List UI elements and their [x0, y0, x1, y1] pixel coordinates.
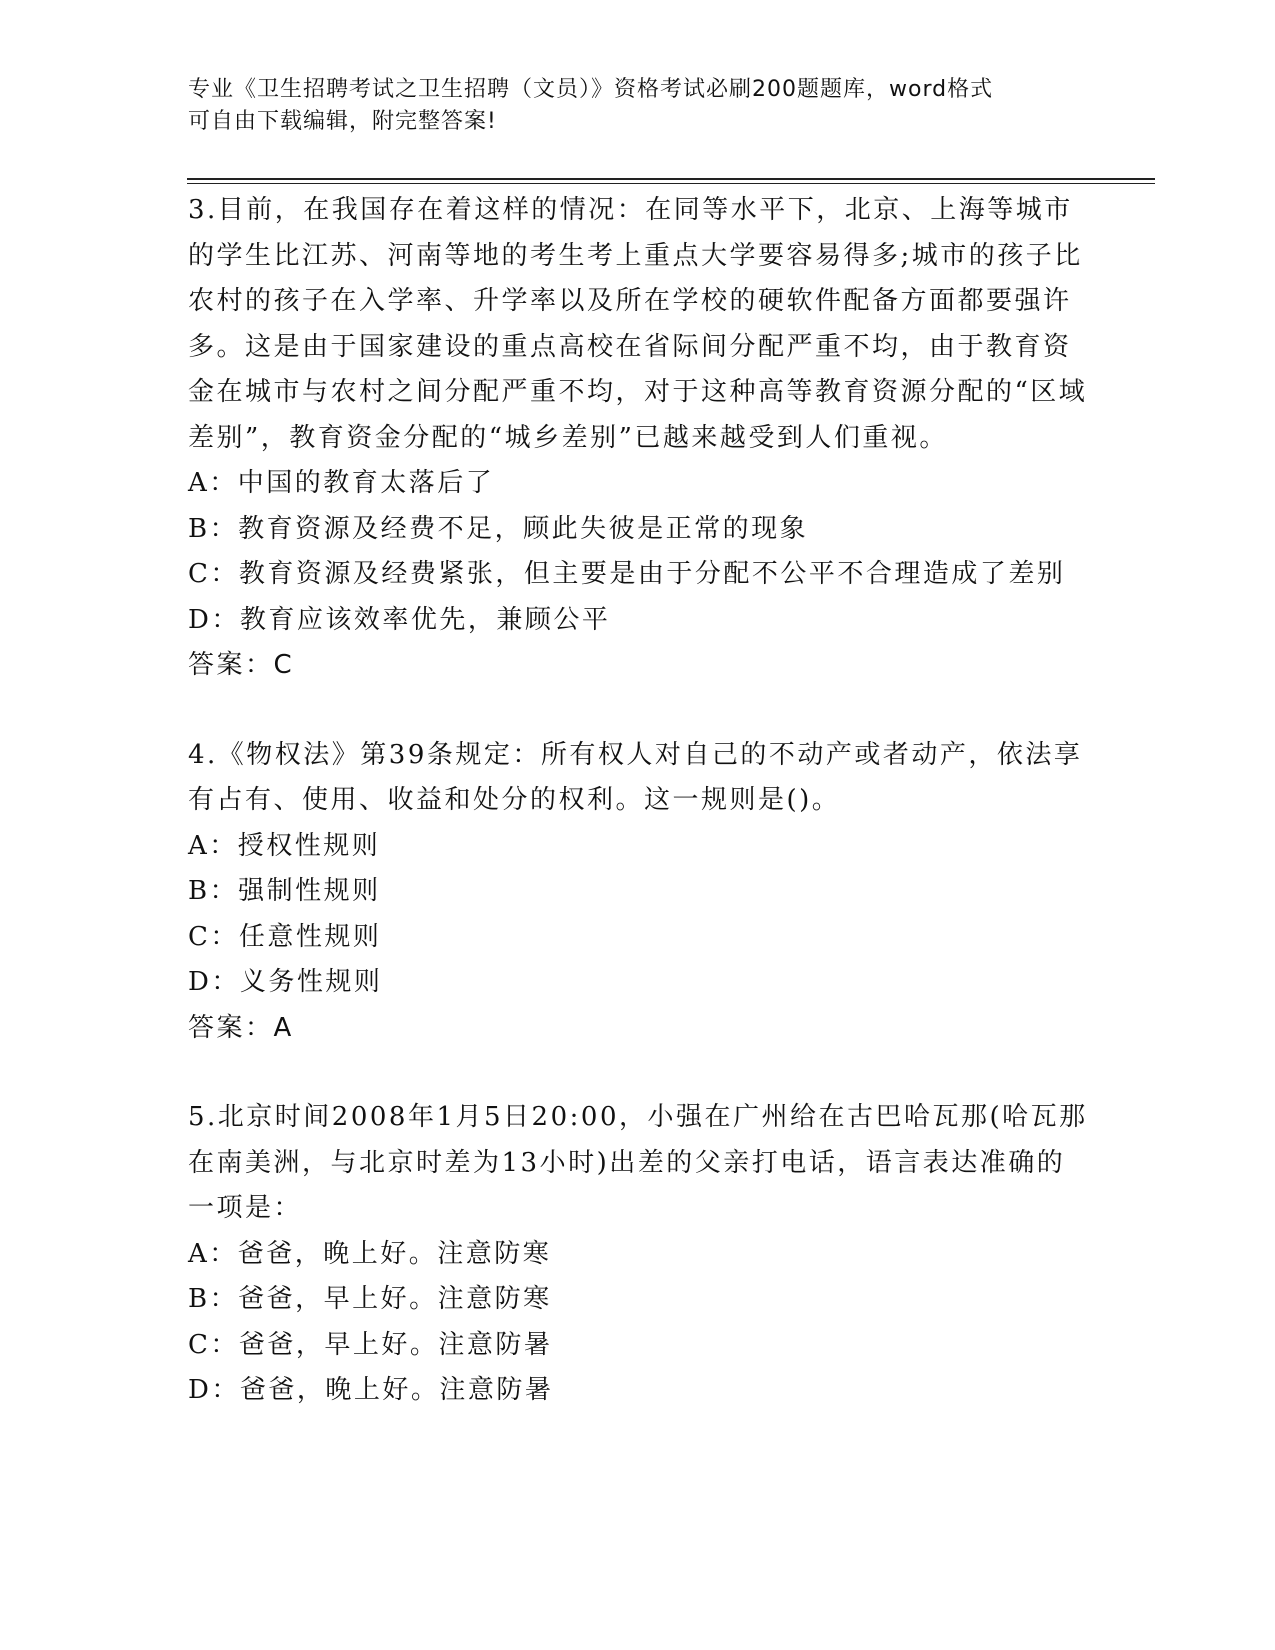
option-d: D：教育应该效率优先，兼顾公平	[188, 604, 611, 635]
question-text: 4.《物权法》第39条规定：所有权人对自己的不动产或者动产，依法享有占有、使用、收益和处分的权利。这一规则是()。	[188, 739, 1083, 815]
question-3	[188, 188, 1088, 689]
option-a: A：爸爸，晚上好。注意防寒	[188, 1238, 552, 1269]
option-c: C：教育资源及经费紧张，但主要是由于分配不公平不合理造成了差别	[188, 559, 1066, 589]
option-b: B：爸爸，早上好。注意防寒	[188, 1284, 552, 1314]
question-4	[188, 733, 1088, 1052]
option-c: C：爸爸，早上好。注意防暑	[188, 1329, 553, 1360]
header-line-2: 可自由下载编辑，附完整答案!	[188, 109, 497, 134]
document-header	[188, 74, 1068, 138]
spacer	[188, 1051, 1088, 1095]
question-text: 5.北京时间2008年1月5日20:00，小强在广州给在古巴哈瓦那(哈瓦那在南美洲，与北京时差为13小时)出差的父亲打电话，语言表达准确的一项是：	[188, 1102, 1088, 1223]
option-c: C：任意性规则	[188, 921, 382, 952]
header-divider	[187, 178, 1155, 184]
question-list	[188, 188, 1088, 1414]
option-d: D：爸爸，晚上好。注意防暑	[188, 1375, 554, 1405]
answer: 答案：A	[188, 1012, 294, 1043]
option-b: B：强制性规则	[188, 876, 381, 906]
spacer	[188, 689, 1088, 733]
question-5	[188, 1095, 1088, 1414]
header-line-1: 专业《卫生招聘考试之卫生招聘（文员）》资格考试必刷200题题库，word格式	[188, 77, 994, 102]
option-b: B：教育资源及经费不足，顾此失彼是正常的现象	[188, 513, 809, 544]
option-d: D：义务性规则	[188, 967, 383, 997]
option-a: A：授权性规则	[188, 830, 381, 861]
option-a: A：中国的教育太落后了	[188, 468, 495, 498]
question-text: 3.目前，在我国存在着这样的情况：在同等水平下，北京、上海等城市的学生比江苏、河南等地的考生考上重点大学要容易得多;城市的孩子比农村的孩子在入学率、升学率以及所在学校的硬软件配备方面都要强许多。这是由于国家建设的重点高校在省际间分配严重不均，由于教育资金在城市与农村之间分配严重不均，对于这种高等教育资源分配的“区域差别”，教育资金分配的“城乡差别”已越来越受到人们重视。	[188, 195, 1088, 453]
answer: 答案：C	[188, 650, 295, 680]
